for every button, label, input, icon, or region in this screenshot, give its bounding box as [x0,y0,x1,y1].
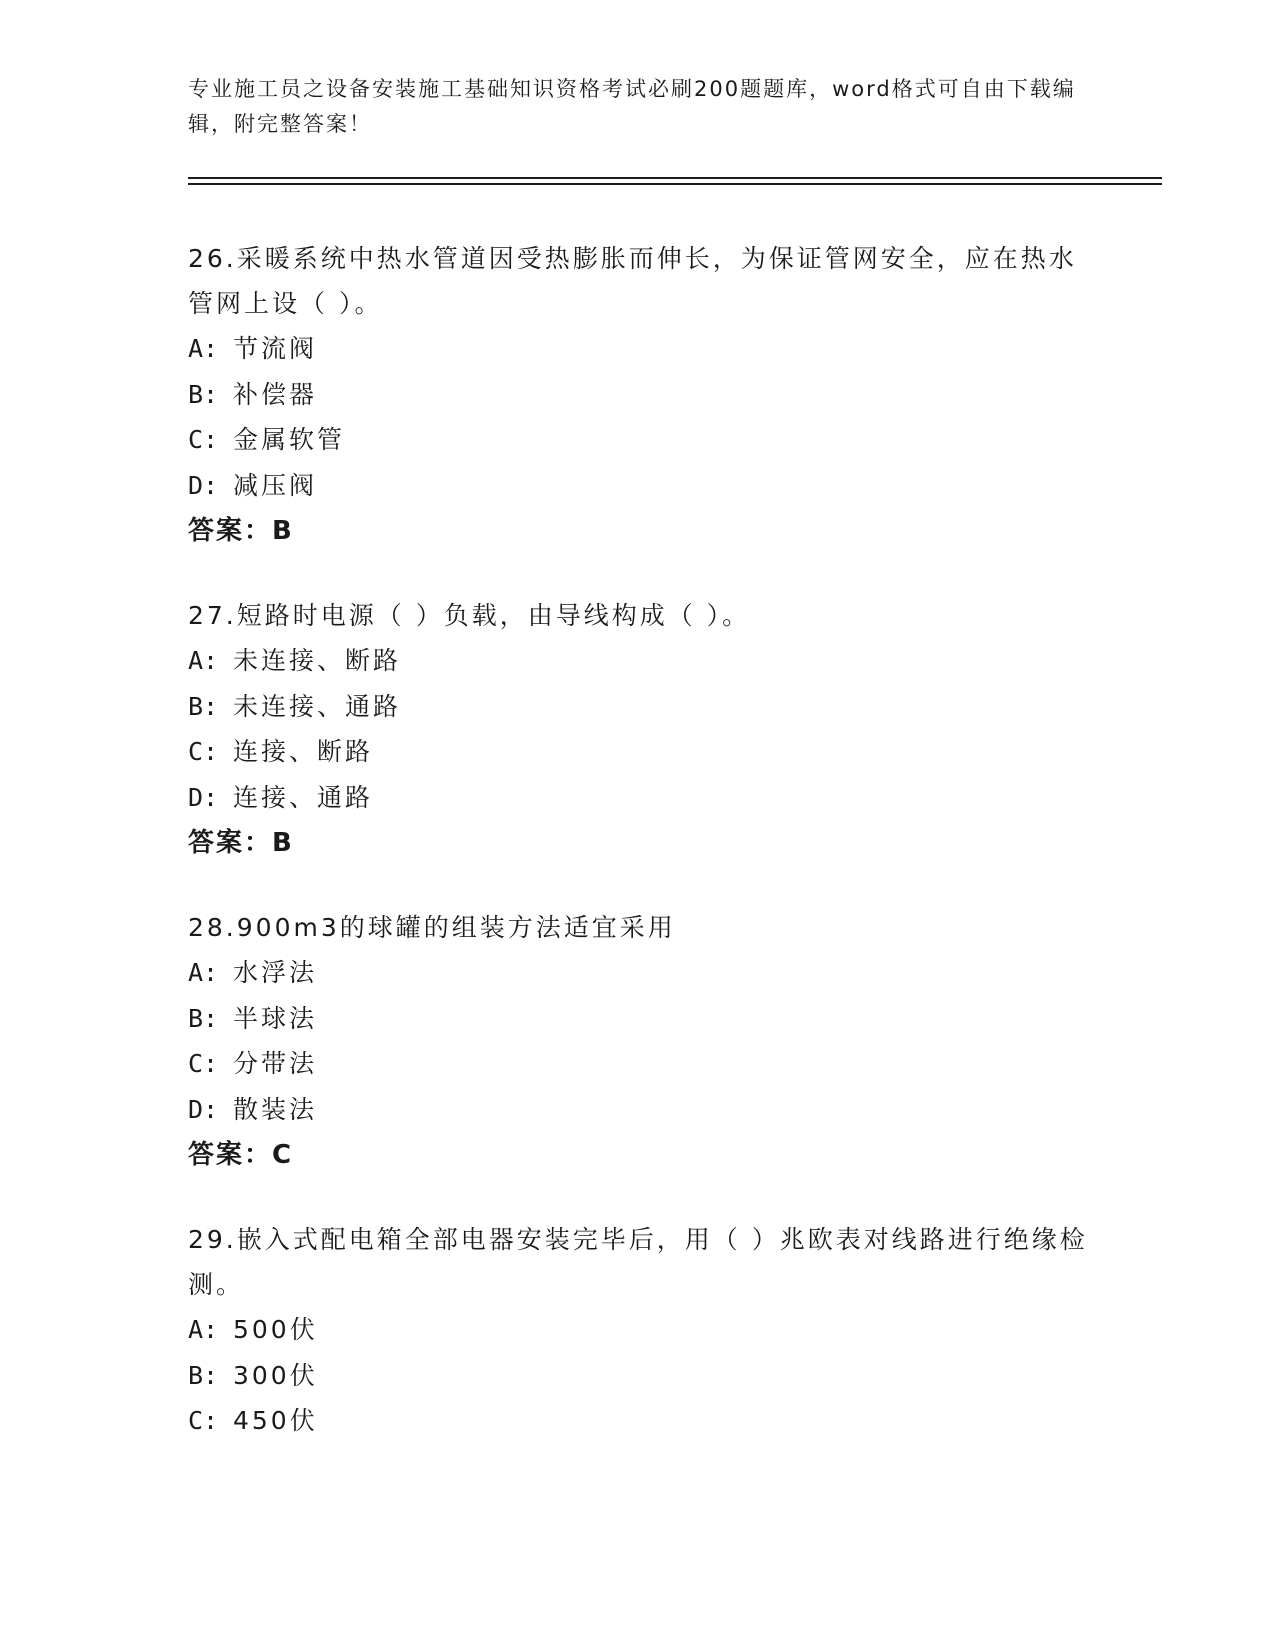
option-text: 半球法 [233,1003,318,1033]
option-label: A: [188,646,219,675]
option-text: 金属软管 [233,425,346,454]
question-stem: 29.嵌入式配电箱全部电器安装完毕后，用（ ）兆欧表对线路进行绝缘检测。 [188,1225,1088,1299]
option-a [188,326,1088,372]
option-label: C: [188,1406,219,1435]
question-stem: 26.采暖系统中热水管道因受热膨胀而伸长，为保证管网安全，应在热水管网上设（ ）。 [188,244,1077,318]
option-label: B: [188,691,219,721]
option-label: A: [188,334,219,363]
option-a [188,950,1088,996]
option-label: C: [188,1049,219,1078]
option-label: D: [188,1094,219,1124]
header-rule-bottom [188,183,1162,185]
option-b [188,996,1088,1042]
option-label: A: [188,1315,219,1344]
answer-line: 答案：B [188,828,294,858]
option-label: C: [188,737,219,766]
option-label: B: [188,1003,219,1033]
option-text: 散装法 [233,1094,318,1124]
option-c [188,417,1088,463]
option-d [188,463,1088,509]
option-a [188,638,1088,684]
option-text: 减压阀 [233,470,318,500]
option-label: D: [188,782,219,812]
option-c [188,1041,1088,1087]
question-stem: 28.900m3的球罐的组装方法适宜采用 [188,913,676,942]
option-d [188,775,1088,821]
option-c [188,729,1088,775]
option-label: C: [188,425,219,454]
option-text: 补偿器 [233,379,318,409]
question-list [188,236,1088,1483]
option-text: 未连接、断路 [233,646,402,675]
option-b [188,372,1088,418]
option-a [188,1307,1088,1353]
answer-line: 答案：C [188,1140,294,1170]
answer-line: 答案：B [188,516,294,546]
question-28 [188,905,1088,1178]
option-text: 分带法 [233,1049,318,1078]
option-c [188,1398,1088,1444]
option-text: 450伏 [233,1406,318,1435]
question-27 [188,593,1088,866]
document-header: 专业施工员之设备安装施工基础知识资格考试必刷200题题库，word格式可自由下载编辑，附完整答案！ [188,77,1076,136]
question-29 [188,1217,1088,1444]
option-label: A: [188,958,219,987]
option-label: D: [188,470,219,500]
option-text: 连接、通路 [233,782,374,812]
option-text: 300伏 [233,1360,318,1390]
question-stem: 27.短路时电源（ ）负载，由导线构成（ ）。 [188,601,751,630]
option-text: 未连接、通路 [233,691,402,721]
option-b [188,1353,1088,1399]
question-26 [188,236,1088,554]
option-text: 水浮法 [233,958,318,987]
option-text: 500伏 [233,1315,318,1344]
option-b [188,684,1088,730]
option-text: 节流阀 [233,334,318,363]
option-label: B: [188,1360,219,1390]
header-rule-top [188,177,1162,179]
option-label: B: [188,379,219,409]
option-d [188,1087,1088,1133]
option-text: 连接、断路 [233,737,374,766]
